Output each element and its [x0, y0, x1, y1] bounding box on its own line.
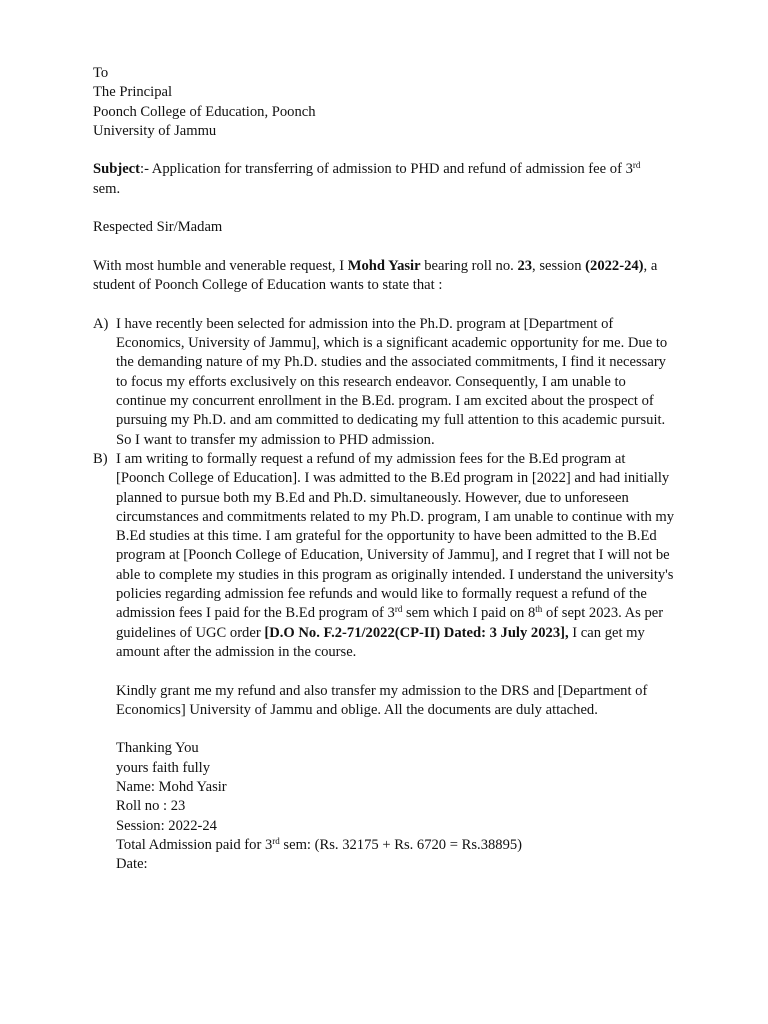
subject-line	[93, 160, 675, 199]
spacer	[93, 141, 675, 160]
item-b-text-1: I am writing to formally request a refund of my admission fees for the B.Ed program at [Poonch College of Education]. I was admitted to the B.Ed program in [2022] and had initially planned to pursue both my B.Ed and Ph.D. simultaneously. However, due to unforeseen circumstances and commitments related to my Ph.D. program, I am unable to continue with my B.Ed studies at this time. I am grateful for the opportunity to have been admitted to the B.Ed program at [Poonch College of Education, University of Jammu], and I regret that I will not be able to complete my studies in this program as originally intended. I understand the university's policies regarding admission fee refunds and would like to formally request a refund of the admission fees I paid for the B.Ed program of 3	[116, 450, 675, 622]
signoff-name: Name: Mohd Yasir	[116, 778, 227, 795]
item-b-text-3: of sept 2023. As per guidelines of UGC order	[116, 605, 664, 641]
total-paid-amount: sem: (Rs. 32175 + Rs. 6720 = Rs.38895)	[279, 836, 523, 853]
intro-part1: With most humble and venerable request, I	[93, 257, 348, 274]
address-university: University of Jammu	[93, 122, 217, 139]
address-block	[93, 64, 675, 141]
intro-name: Mohd Yasir	[347, 257, 421, 274]
ugc-order-reference: [D.O No. F.2-71/2022(CP-II) Dated: 3 July 2023],	[264, 624, 569, 641]
item-b-sup-1: rd	[394, 604, 403, 615]
intro-part2: bearing roll no.	[420, 257, 518, 274]
intro-part4: , a student of Poonch College of Education wants to state that :	[93, 257, 658, 294]
spacer	[93, 199, 675, 218]
subject-superscript: rd	[632, 160, 641, 171]
signoff-thanks: Thanking You	[116, 740, 199, 757]
address-recipient: The Principal	[93, 84, 173, 101]
list-item-text	[116, 450, 675, 662]
signoff-faithfully: yours faith fully	[116, 759, 211, 776]
spacer	[93, 662, 675, 681]
signoff-total-paid	[116, 836, 675, 855]
item-b-text-2: sem which I paid on 8	[402, 605, 536, 622]
signoff-session: Session: 2022-24	[116, 817, 217, 834]
signoff-block	[116, 739, 675, 874]
item-b-sup-2: th	[535, 604, 543, 615]
intro-paragraph	[93, 257, 675, 296]
list-item-a	[93, 315, 675, 450]
address-to: To	[93, 65, 109, 81]
total-paid-text: Total Admission paid for 3	[116, 836, 273, 853]
spacer	[93, 238, 675, 257]
intro-part3: , session	[532, 257, 586, 274]
signoff-roll: Roll no : 23	[116, 798, 186, 815]
subject-text: :- Application for transferring of admission to PHD and refund of admission fee of 3	[140, 161, 633, 178]
spacer	[93, 720, 675, 739]
signoff-date: Date:	[116, 856, 148, 873]
subject-text-end: sem.	[93, 180, 121, 197]
intro-session: (2022-24)	[585, 257, 644, 274]
list-item-b	[93, 450, 675, 662]
subject-label: Subject	[93, 161, 141, 178]
list-marker: A)	[93, 315, 109, 332]
address-college: Poonch College of Education, Poonch	[93, 103, 316, 120]
intro-roll: 23	[517, 257, 533, 274]
closing-paragraph: Kindly grant me my refund and also transfer my admission to the DRS and [Department of Economics] University of Jammu and oblige. All the documents are duly attached.	[116, 682, 648, 718]
list-item-text: I have recently been selected for admission into the Ph.D. program at [Department of Economics, University of Jammu], which is a significant academic opportunity for me. Due to the demanding nature of my Ph.D. studies and the associated commitments, I find it necessary to focus my efforts exclusively on this research endeavor. Consequently, I am unable to continue my concurrent enrollment in the B.Ed. program. I am excited about the prospect of pursuing my Ph.D. and am committed to dedicating my full attention to this academic pursuit. So I want to transfer my admission to PHD admission.	[116, 315, 668, 448]
item-b-text-4: I can get my amount after the admission in the course.	[116, 624, 645, 660]
spacer	[93, 296, 675, 315]
list-marker: B)	[93, 450, 108, 467]
total-paid-sup: rd	[272, 835, 280, 846]
letter-page	[93, 64, 675, 874]
salutation: Respected Sir/Madam	[93, 219, 223, 236]
